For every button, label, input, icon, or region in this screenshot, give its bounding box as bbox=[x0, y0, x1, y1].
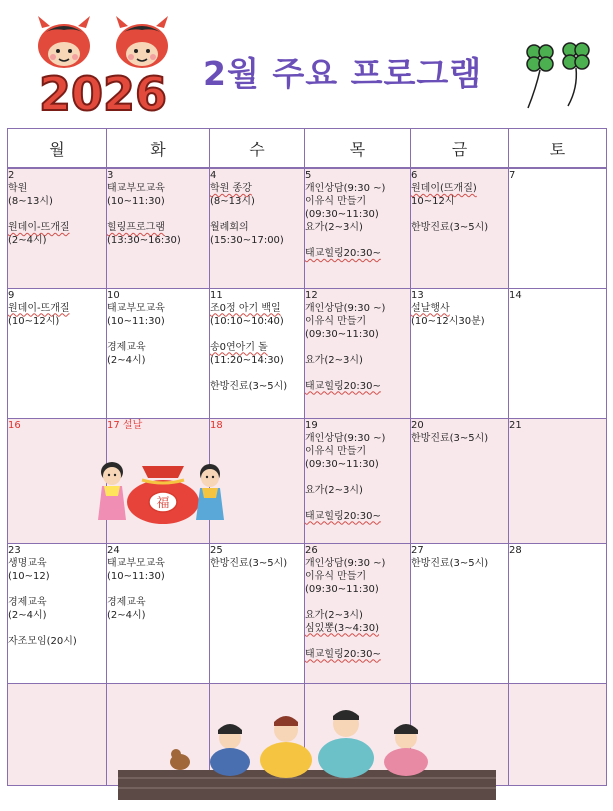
day-cell bbox=[210, 543, 305, 683]
event-line: 생명교육 bbox=[8, 557, 47, 569]
event-line: 태교부모교육 bbox=[107, 302, 165, 314]
line-gap bbox=[305, 341, 410, 354]
weekday-header: 월 bbox=[8, 129, 107, 169]
day-cell bbox=[8, 683, 107, 785]
event-line: 요가(2~3시) bbox=[305, 484, 363, 496]
event-line: (2~4시) bbox=[8, 235, 47, 246]
event-line: 태교힐링20:30~ bbox=[305, 648, 381, 660]
day-number: 28 bbox=[509, 544, 522, 556]
day-cell bbox=[305, 168, 411, 288]
day-number: 12 bbox=[305, 289, 318, 301]
day-number: 17 설날 bbox=[107, 419, 143, 431]
event-line: 심있뽕(3~4:30) bbox=[305, 622, 379, 634]
line-gap bbox=[107, 208, 209, 221]
event-line: 자조모임(20시) bbox=[8, 635, 77, 647]
event-line: (2~4시) bbox=[8, 609, 47, 621]
line-gap bbox=[8, 583, 106, 596]
event-line: (13:30~16:30) bbox=[107, 235, 181, 246]
event-line: (09:30~11:30) bbox=[305, 209, 379, 220]
day-number: 4 bbox=[210, 170, 217, 181]
line-gap bbox=[305, 497, 410, 510]
event-line: 개인상담(9:30 ~) bbox=[305, 432, 386, 444]
event-line: (10~11:30) bbox=[107, 570, 165, 582]
event-line: (15:30~17:00) bbox=[210, 235, 284, 246]
day-cell bbox=[411, 168, 509, 288]
event-line: 월례회의 bbox=[210, 222, 249, 233]
event-line: 학원 종강 bbox=[210, 183, 252, 194]
event-line: 개인상담(9:30 ~) bbox=[305, 557, 386, 569]
line-gap bbox=[210, 367, 304, 380]
day-cell bbox=[305, 288, 411, 418]
weekday-header: 토 bbox=[509, 129, 607, 169]
event-line: 이유식 만들기 bbox=[305, 570, 367, 582]
line-gap bbox=[411, 208, 508, 221]
day-cell bbox=[411, 288, 509, 418]
event-line: (11:20~14:30) bbox=[210, 354, 284, 366]
event-line: 한방진료(3~5시) bbox=[411, 222, 489, 233]
event-line: (8~13시) bbox=[210, 196, 255, 207]
event-line: 요가(2~3시) bbox=[305, 354, 363, 366]
event-line: (09:30~11:30) bbox=[305, 583, 379, 595]
event-line: 설날행사 bbox=[411, 302, 450, 314]
week-row bbox=[8, 168, 607, 288]
day-number: 13 bbox=[411, 289, 424, 301]
day-cell bbox=[8, 288, 107, 418]
event-line: (09:30~11:30) bbox=[305, 328, 379, 340]
weekday-header-row bbox=[8, 129, 607, 169]
line-gap bbox=[8, 208, 106, 221]
day-cell bbox=[107, 168, 210, 288]
day-cell bbox=[509, 168, 607, 288]
event-line: 개인상담(9:30 ~) bbox=[305, 183, 386, 194]
event-line: 요가(2~3시) bbox=[305, 222, 363, 233]
weekday-header: 화 bbox=[107, 129, 210, 169]
event-line: 학원 bbox=[8, 183, 28, 194]
day-number: 24 bbox=[107, 544, 120, 556]
day-number: 3 bbox=[107, 170, 114, 181]
day-number: 5 bbox=[305, 170, 312, 181]
event-line: 태교힐링20:30~ bbox=[305, 510, 381, 522]
line-gap bbox=[8, 622, 106, 635]
event-line: 태교부모교육 bbox=[107, 557, 165, 569]
event-line: (10:10~10:40) bbox=[210, 315, 284, 327]
day-number: 16 bbox=[8, 419, 21, 431]
event-line: 요가(2~3시) bbox=[305, 609, 363, 621]
event-line: 태교힐링20:30~ bbox=[305, 380, 381, 392]
event-line: 태교부모교육 bbox=[107, 183, 165, 194]
event-line: (2~4시) bbox=[107, 609, 146, 621]
horse-mascot-2026-logo-icon bbox=[14, 14, 192, 114]
svg-text:福: 福 bbox=[156, 496, 170, 511]
day-cell bbox=[107, 543, 210, 683]
day-number: 23 bbox=[8, 544, 21, 556]
event-line: 한방진료(3~5시) bbox=[210, 557, 288, 569]
event-line: 원데이(뜨개질) bbox=[411, 183, 477, 194]
day-cell bbox=[210, 168, 305, 288]
day-cell bbox=[107, 288, 210, 418]
line-gap bbox=[305, 367, 410, 380]
day-cell bbox=[411, 418, 509, 543]
line-gap bbox=[305, 471, 410, 484]
line-gap bbox=[305, 596, 410, 609]
event-line: 이유식 만들기 bbox=[305, 196, 367, 207]
day-cell bbox=[509, 683, 607, 785]
day-number: 19 bbox=[305, 419, 318, 431]
weekday-header: 금 bbox=[411, 129, 509, 169]
event-line: 경제교육 bbox=[107, 341, 146, 353]
event-line: 이유식 만들기 bbox=[305, 315, 367, 327]
lunar-new-year-lucky-bag-icon bbox=[92, 460, 232, 526]
event-line: (10~12시30분) bbox=[411, 315, 485, 327]
event-line: (10~11:30) bbox=[107, 196, 165, 207]
event-line: (10~11:30) bbox=[107, 315, 165, 327]
day-number: 25 bbox=[210, 544, 223, 556]
line-gap bbox=[107, 583, 209, 596]
day-cell bbox=[305, 543, 411, 683]
day-cell bbox=[411, 543, 509, 683]
event-line: 개인상담(9:30 ~) bbox=[305, 302, 386, 314]
event-line: 태교힐링20:30~ bbox=[305, 248, 381, 259]
logo-year: 2026 bbox=[38, 67, 168, 114]
event-line: 경제교육 bbox=[8, 596, 47, 608]
line-gap bbox=[210, 328, 304, 341]
event-line: 조0정 아기 백일 bbox=[210, 302, 281, 314]
line-gap bbox=[107, 328, 209, 341]
week-row bbox=[8, 543, 607, 683]
day-number: 9 bbox=[8, 289, 15, 301]
weekday-header: 수 bbox=[210, 129, 305, 169]
event-line: 한방진료(3~5시) bbox=[411, 432, 489, 444]
event-line: 이유식 만들기 bbox=[305, 445, 367, 457]
event-line: (2~4시) bbox=[107, 354, 146, 366]
day-number: 11 bbox=[210, 289, 223, 301]
day-cell bbox=[305, 418, 411, 543]
day-number: 10 bbox=[107, 289, 120, 301]
event-line: (09:30~11:30) bbox=[305, 458, 379, 470]
day-number: 2 bbox=[8, 170, 15, 181]
event-line: 경제교육 bbox=[107, 596, 146, 608]
day-number: 21 bbox=[509, 419, 522, 431]
calendar-table bbox=[7, 128, 607, 786]
day-cell bbox=[509, 543, 607, 683]
event-line: 힐링프로그램 bbox=[107, 222, 165, 233]
page-title: 2월 주요 프로그램 bbox=[203, 54, 483, 93]
day-cell bbox=[8, 168, 107, 288]
weekday-header: 목 bbox=[305, 129, 411, 169]
day-number: 26 bbox=[305, 544, 318, 556]
day-cell bbox=[8, 543, 107, 683]
event-line: 한방진료(3~5시) bbox=[411, 557, 489, 569]
four-leaf-clover-icon bbox=[518, 38, 598, 110]
event-line: 송0연아기 돌 bbox=[210, 341, 268, 353]
day-number: 18 bbox=[210, 419, 223, 431]
event-line: (10~12) bbox=[8, 570, 50, 582]
day-cell bbox=[509, 288, 607, 418]
event-line: 10~12시 bbox=[411, 196, 455, 207]
day-number: 14 bbox=[509, 289, 522, 301]
hanbok-family-illustration bbox=[118, 710, 496, 800]
line-gap bbox=[305, 234, 410, 247]
day-number: 20 bbox=[411, 419, 424, 431]
event-line: (10~12시) bbox=[8, 315, 60, 327]
line-gap bbox=[305, 635, 410, 648]
event-line: (8~13시) bbox=[8, 196, 53, 207]
event-line: 한방진료(3~5시) bbox=[210, 380, 288, 392]
page-header bbox=[0, 0, 613, 125]
day-cell bbox=[210, 288, 305, 418]
event-line: 원데이-뜨개질 bbox=[8, 302, 70, 314]
line-gap bbox=[210, 208, 304, 221]
event-line: 원데이-뜨개질 bbox=[8, 222, 70, 233]
day-number: 27 bbox=[411, 544, 424, 556]
day-number: 7 bbox=[509, 170, 516, 181]
day-number: 6 bbox=[411, 170, 418, 181]
day-cell bbox=[509, 418, 607, 543]
week-row bbox=[8, 288, 607, 418]
